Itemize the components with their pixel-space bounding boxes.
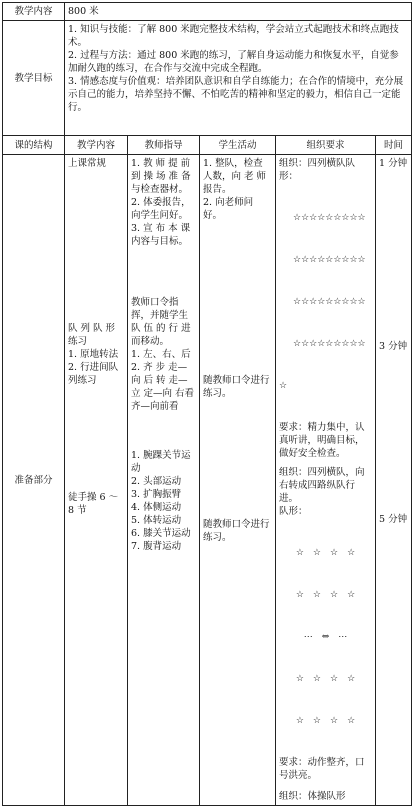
org-1-star-row-4: ☆☆☆☆☆☆☆☆☆ bbox=[293, 339, 366, 349]
org-1-star-row-2: ☆☆☆☆☆☆☆☆☆ bbox=[293, 255, 366, 265]
content-value: 800 米 bbox=[65, 3, 412, 21]
org-1-title: 组织：四列横队队形： bbox=[279, 158, 356, 182]
org-2-row-3: ⋯ ⇔ ⋯ bbox=[303, 632, 348, 642]
teacher-1-1: 1. 教 师 提 前到 操 场 准 备与检查器材。 bbox=[131, 158, 191, 195]
time-3: 5 分钟 bbox=[379, 514, 408, 525]
content-drill-item-2: 2. 行进间队列练习 bbox=[68, 362, 119, 386]
student-2: 随教师口令进行练习。 bbox=[203, 375, 270, 399]
goals-row bbox=[3, 21, 412, 136]
student-1-2: 2. 向老师问好。 bbox=[203, 197, 254, 221]
lesson-plan-table bbox=[2, 2, 412, 806]
org-2-title: 组织：四列横队，向右转成四路纵队行进。 bbox=[279, 467, 365, 504]
org-1-req: 要求：精力集中，认真听讲，明确目标，做好安全检查。 bbox=[279, 422, 365, 459]
goal-2: 2. 过程与方法：通过 800 米跑的练习，了解自身运动能力和恢复水平，自觉参加耐久跑的练习，在合作与交流中完成全程跑。 bbox=[68, 50, 399, 74]
prep-row bbox=[3, 155, 412, 806]
header-student: 学生活动 bbox=[200, 136, 276, 155]
teacher-3-6: 6. 膝关节运动 bbox=[131, 528, 191, 539]
org-3: 组织：体操队形 bbox=[279, 791, 346, 802]
teacher-1-3: 3. 宣 布 本 课内容与目标。 bbox=[131, 223, 191, 247]
goal-3: 3. 情感态度与价值观：培养团队意识和自学自练能力；在合作的情境中，充分展示自己的能力，培养坚持不懈、不怕吃苦的精神和坚定的毅力，相信自己一定能行。 bbox=[68, 76, 404, 113]
header-teacher: 教师指导 bbox=[128, 136, 200, 155]
org-2-req: 要求：动作整齐，口号洪亮。 bbox=[279, 757, 365, 781]
time-col bbox=[376, 155, 412, 806]
section-label: 准备部分 bbox=[3, 155, 65, 806]
student-3: 随教师口令进行练习。 bbox=[203, 519, 270, 543]
content-routine: 上课常规 bbox=[68, 158, 107, 169]
student-col bbox=[200, 155, 276, 806]
org-2-form: 队形： bbox=[279, 506, 308, 517]
org-2-row-1: ☆ ☆ ☆ ☆ bbox=[295, 548, 356, 558]
teacher-3-3: 3. 扩胸振臂 bbox=[131, 489, 182, 500]
header-structure: 课的结构 bbox=[3, 136, 65, 155]
teacher-1-2: 2. 体委报告，向学生问好。 bbox=[131, 197, 191, 221]
org-1-star-row-1: ☆☆☆☆☆☆☆☆☆ bbox=[293, 213, 366, 223]
student-1-1: 1. 整队，检查人数，向 老 师报告。 bbox=[203, 158, 267, 195]
teacher-3-1: 1. 腕踝关节运动 bbox=[131, 450, 191, 474]
teacher-3-7: 7. 腹背运动 bbox=[131, 541, 182, 552]
goal-1: 1. 知识与技能：了解 800 米跑完整技术结构，学会站立式起跑技术和终点跑技术。 bbox=[68, 24, 399, 48]
goals-label: 教学目标 bbox=[3, 21, 65, 136]
org-2-row-5: ☆ ☆ ☆ ☆ bbox=[295, 716, 356, 726]
teacher-2-2: 1. 左、右、后 bbox=[131, 349, 191, 360]
content-drill-title: 队 列 队 形练习 bbox=[68, 323, 116, 347]
content-col bbox=[65, 155, 128, 806]
org-col bbox=[276, 155, 376, 806]
org-2-row-4: ☆ ☆ ☆ ☆ bbox=[295, 674, 356, 684]
org-1-star-row-5: ☆ bbox=[279, 381, 288, 391]
header-row bbox=[3, 136, 412, 155]
content-exercise: 徒手操 6 ～ 8 节 bbox=[68, 492, 119, 516]
content-label: 教学内容 bbox=[3, 3, 65, 21]
time-1: 1 分钟 bbox=[379, 158, 408, 169]
header-content: 教学内容 bbox=[65, 136, 128, 155]
org-2-formation bbox=[279, 518, 372, 756]
teacher-col bbox=[128, 155, 204, 806]
header-time: 时间 bbox=[376, 136, 412, 155]
teacher-3-4: 4. 体侧运动 bbox=[131, 502, 182, 513]
org-2-row-2: ☆ ☆ ☆ ☆ bbox=[295, 590, 356, 600]
header-org: 组织要求 bbox=[276, 136, 376, 155]
time-2: 3 分钟 bbox=[379, 341, 408, 352]
teacher-3-5: 5. 体转运动 bbox=[131, 515, 182, 526]
org-1-formation bbox=[279, 183, 372, 421]
teacher-2-3: 2. 齐 步 走—向 后 转 走—立 定—向 右看 齐—向前看 bbox=[131, 362, 204, 412]
goals-cell bbox=[65, 21, 412, 136]
org-1-star-row-3: ☆☆☆☆☆☆☆☆☆ bbox=[293, 297, 366, 307]
teacher-2-1: 教师口令指挥，并随学生队 伍 的 行 进而移动。 bbox=[131, 297, 191, 347]
content-drill-item-1: 1. 原地转法 bbox=[68, 349, 119, 360]
content-row bbox=[3, 3, 412, 21]
teacher-3-2: 2. 头部运动 bbox=[131, 476, 182, 487]
